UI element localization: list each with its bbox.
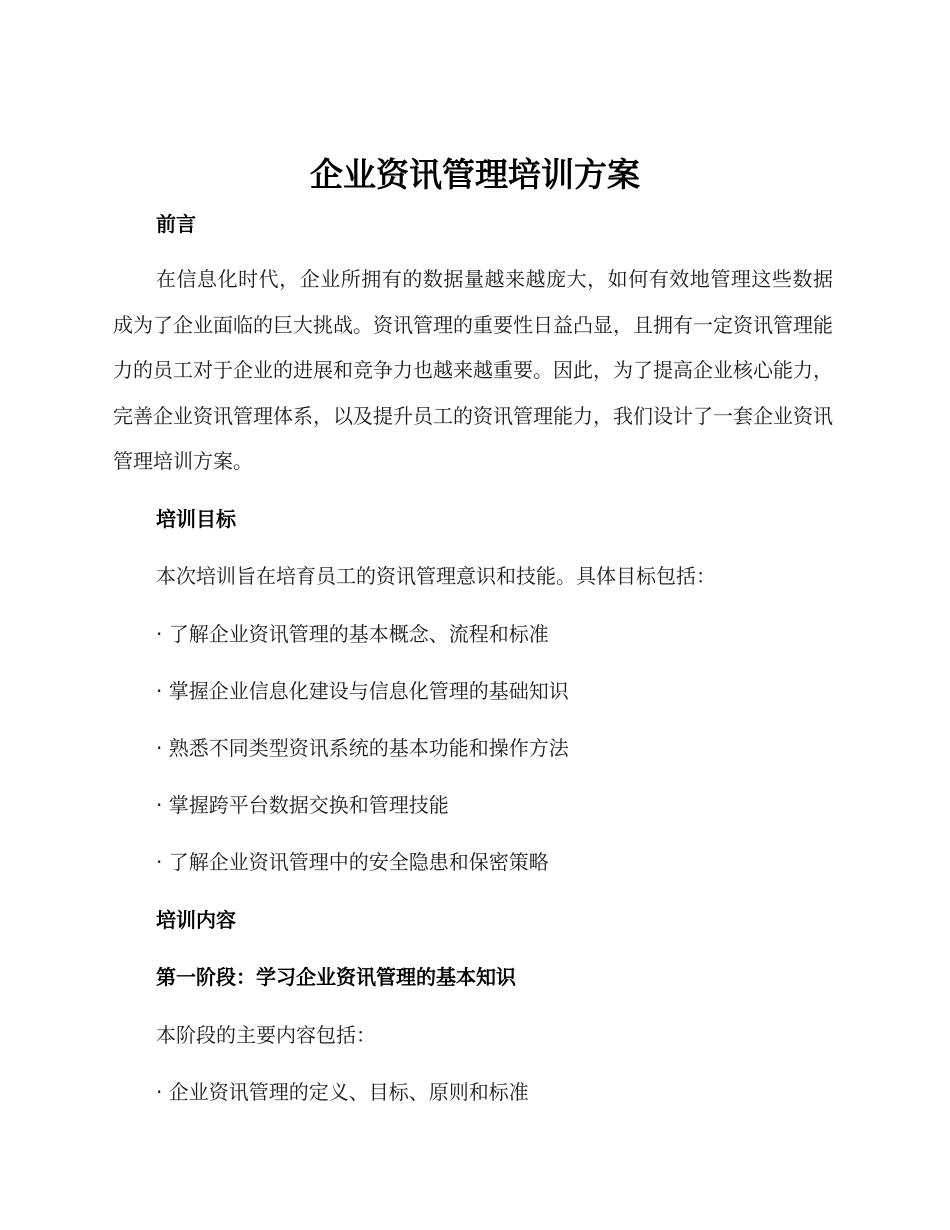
section-heading-preface: 前言 [156, 212, 196, 236]
section-heading-content: 培训内容 [156, 908, 236, 932]
goals-list-item: · 了解企业资讯管理的基本概念、流程和标准 [156, 622, 549, 646]
preface-paragraph: 在信息化时代，企业所拥有的数据量越来越庞大，如何有效地管理这些数据成为了企业面临的巨大挑战。资讯管理的重要性日益凸显，且拥有一定资讯管理能力的员工对于企业的进展和竞争力也越来越重要。因此，为了提高企业核心能力，完善企业资讯管理体系，以及提升员工的资讯管理能力，我们设计了一套企业资讯管理培训方案。 [113, 267, 833, 473]
goals-list-item: · 熟悉不同类型资讯系统的基本功能和操作方法 [156, 736, 569, 760]
goals-list-item: · 了解企业资讯管理中的安全隐患和保密策略 [156, 850, 549, 874]
stage1-list-item: · 企业资讯管理的定义、目标、原则和标准 [156, 1080, 529, 1104]
document-title: 企业资讯管理培训方案 [310, 155, 640, 194]
goals-list-item: · 掌握跨平台数据交换和管理技能 [156, 793, 449, 817]
goals-list-item: · 掌握企业信息化建设与信息化管理的基础知识 [156, 679, 569, 703]
section-heading-goals: 培训目标 [156, 507, 236, 531]
subsection-heading-stage1: 第一阶段：学习企业资讯管理的基本知识 [156, 965, 516, 989]
stage1-intro: 本阶段的主要内容包括： [156, 1023, 376, 1047]
goals-intro: 本次培训旨在培育员工的资讯管理意识和技能。具体目标包括： [156, 564, 716, 588]
